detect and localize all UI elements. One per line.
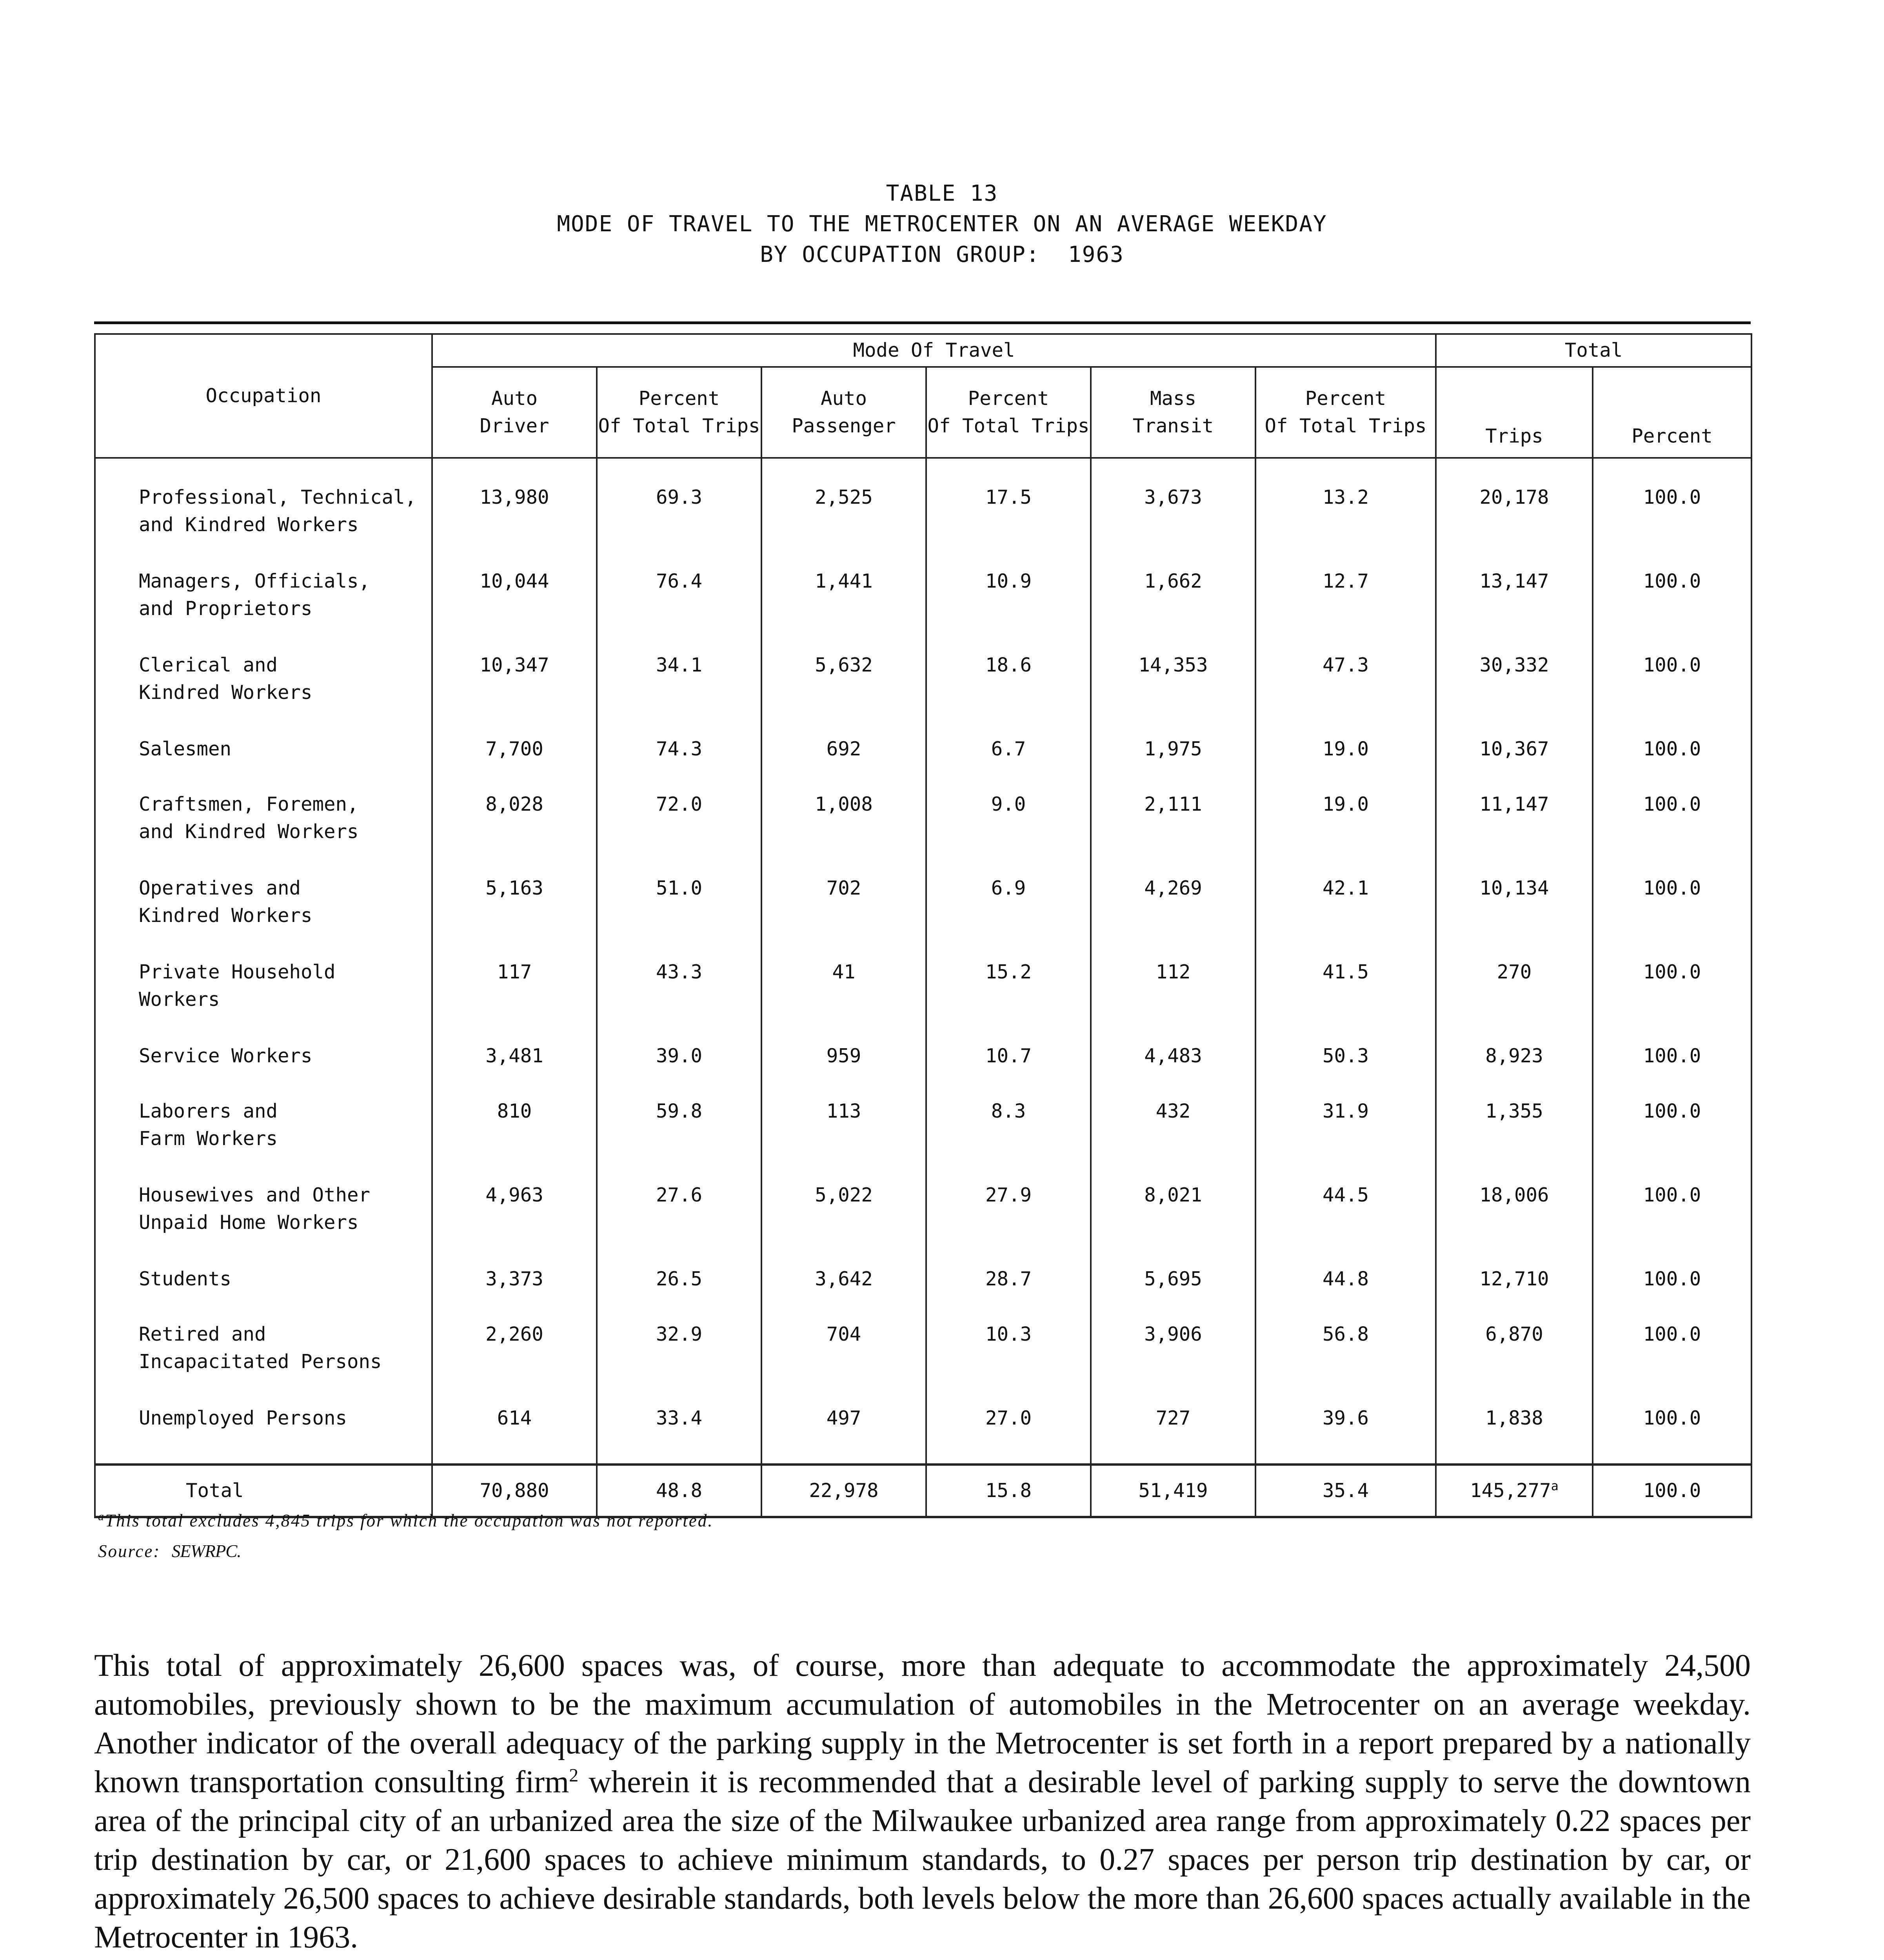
header-percent-total-trips-2: Percent Of Total Trips	[926, 367, 1091, 458]
value-cell: 727	[1091, 1403, 1255, 1465]
value-cell: 34.1	[597, 650, 761, 734]
total-value-cell: 70,880	[432, 1465, 597, 1517]
value-cell: 44.5	[1255, 1180, 1436, 1264]
table-notes	[98, 1505, 714, 1566]
value-cell: 959	[761, 1041, 926, 1096]
total-value-cell: 35.4	[1255, 1465, 1436, 1517]
value-cell: 4,269	[1091, 873, 1255, 957]
occupation-cell: Retired and Incapacitated Persons	[95, 1319, 432, 1403]
value-cell: 10,134	[1436, 873, 1593, 957]
value-cell: 6,870	[1436, 1319, 1593, 1403]
occupation-cell: Laborers and Farm Workers	[95, 1096, 432, 1180]
value-cell: 15.2	[926, 957, 1091, 1041]
table-row	[95, 482, 1751, 566]
value-cell: 18,006	[1436, 1180, 1593, 1264]
value-cell: 27.9	[926, 1180, 1091, 1264]
value-cell: 50.3	[1255, 1041, 1436, 1096]
table-title-line-1: MODE OF TRAVEL TO THE METROCENTER ON AN AVERAGE WEEKDAY	[557, 211, 1327, 237]
value-cell: 20,178	[1436, 482, 1593, 566]
table-row	[95, 789, 1751, 873]
table-title-line-2: BY OCCUPATION GROUP: 1963	[760, 242, 1124, 267]
value-cell: 3,673	[1091, 482, 1255, 566]
value-cell: 5,695	[1091, 1264, 1255, 1319]
value-cell: 72.0	[597, 789, 761, 873]
value-cell: 10,367	[1436, 734, 1593, 789]
table-source: Source: SEWRPC.	[98, 1541, 241, 1561]
value-cell: 69.3	[597, 482, 761, 566]
occupation-cell: Managers, Officials, and Proprietors	[95, 566, 432, 650]
value-cell: 41	[761, 957, 926, 1041]
table-row	[95, 1180, 1751, 1264]
value-cell: 1,838	[1436, 1403, 1593, 1465]
table-top-rule	[94, 321, 1751, 324]
value-cell: 76.4	[597, 566, 761, 650]
occupation-cell: Operatives and Kindred Workers	[95, 873, 432, 957]
value-cell: 702	[761, 873, 926, 957]
value-cell: 8,028	[432, 789, 597, 873]
header-total: Total	[1436, 334, 1751, 367]
value-cell: 9.0	[926, 789, 1091, 873]
occupation-cell: Unemployed Persons	[95, 1403, 432, 1465]
total-label: Total	[95, 1465, 432, 1517]
value-cell: 117	[432, 957, 597, 1041]
value-cell: 100.0	[1593, 1264, 1751, 1319]
value-cell: 6.7	[926, 734, 1091, 789]
value-cell: 2,525	[761, 482, 926, 566]
value-cell: 704	[761, 1319, 926, 1403]
total-value-cell: 145,277$^a$	[1436, 1465, 1593, 1517]
total-value-cell: 22,978	[761, 1465, 926, 1517]
value-cell: 7,700	[432, 734, 597, 789]
value-cell: 3,373	[432, 1264, 597, 1319]
value-cell: 43.3	[597, 957, 761, 1041]
table-row	[95, 1041, 1751, 1096]
value-cell: 59.8	[597, 1096, 761, 1180]
value-cell: 8,021	[1091, 1180, 1255, 1264]
value-cell: 100.0	[1593, 873, 1751, 957]
occupation-cell: Housewives and Other Unpaid Home Workers	[95, 1180, 432, 1264]
value-cell: 18.6	[926, 650, 1091, 734]
occupation-cell: Craftsmen, Foremen, and Kindred Workers	[95, 789, 432, 873]
table-row	[95, 1264, 1751, 1319]
value-cell: 614	[432, 1403, 597, 1465]
value-cell: 100.0	[1593, 734, 1751, 789]
value-cell: 3,481	[432, 1041, 597, 1096]
occupation-cell: Service Workers	[95, 1041, 432, 1096]
value-cell: 27.0	[926, 1403, 1091, 1465]
value-cell: 19.0	[1255, 734, 1436, 789]
value-cell: 1,975	[1091, 734, 1255, 789]
value-cell: 100.0	[1593, 789, 1751, 873]
value-cell: 5,163	[432, 873, 597, 957]
value-cell: 13.2	[1255, 482, 1436, 566]
value-cell: 8.3	[926, 1096, 1091, 1180]
value-cell: 1,355	[1436, 1096, 1593, 1180]
table-footnote: $^a$This total excludes 4,845 trips for which the occupation was not reported.	[98, 1510, 714, 1530]
value-cell: 33.4	[597, 1403, 761, 1465]
value-cell: 270	[1436, 957, 1593, 1041]
value-cell: 14,353	[1091, 650, 1255, 734]
footnote-reference: 2	[569, 1765, 579, 1786]
table-row	[95, 1403, 1751, 1465]
value-cell: 51.0	[597, 873, 761, 957]
header-mass-transit: Mass Transit	[1091, 367, 1255, 458]
value-cell: 74.3	[597, 734, 761, 789]
value-cell: 32.9	[597, 1319, 761, 1403]
value-cell: 19.0	[1255, 789, 1436, 873]
value-cell: 497	[761, 1403, 926, 1465]
value-cell: 100.0	[1593, 1096, 1751, 1180]
value-cell: 432	[1091, 1096, 1255, 1180]
value-cell: 100.0	[1593, 957, 1751, 1041]
value-cell: 112	[1091, 957, 1255, 1041]
occupation-cell: Clerical and Kindred Workers	[95, 650, 432, 734]
value-cell: 4,963	[432, 1180, 597, 1264]
value-cell: 10.3	[926, 1319, 1091, 1403]
value-cell: 10.9	[926, 566, 1091, 650]
value-cell: 30,332	[1436, 650, 1593, 734]
header-auto-driver: Auto Driver	[432, 367, 597, 458]
value-cell: 26.5	[597, 1264, 761, 1319]
table-body	[95, 458, 1751, 1517]
value-cell: 810	[432, 1096, 597, 1180]
total-value-cell: 100.0	[1593, 1465, 1751, 1517]
value-cell: 100.0	[1593, 650, 1751, 734]
value-cell: 27.6	[597, 1180, 761, 1264]
value-cell: 28.7	[926, 1264, 1091, 1319]
body-paragraph-1: This total of approximately 26,600 spaces was, of course, more than adequate to accommodate the approximately 24,500 automobiles, previously shown to be the maximum accumulation of automobiles in the Metrocenter on an average weekday. Another indicator of the overall adequacy of the parking supply in the Metrocenter is set forth in a report prepared by a nationally known transportation consulting firm$^2$ wherein it is recommended that a desirable level of parking supply to serve the downtown area of the principal city of an urbanized area the size of the Milwaukee urbanized area range from approximately 0.22 spaces per trip destination by car, or 21,600 spaces to achieve minimum standards, to 0.27 spaces per person trip destination by car, or approximately 26,500 spaces to achieve desirable standards, both levels below the more than 26,600 spaces actually available in the Metrocenter in 1963.	[94, 1648, 1751, 1955]
header-percent-total-trips-3: Percent Of Total Trips	[1255, 367, 1436, 458]
value-cell: 41.5	[1255, 957, 1436, 1041]
value-cell: 8,923	[1436, 1041, 1593, 1096]
table-caption	[0, 178, 1884, 270]
table-number: TABLE 13	[886, 181, 998, 206]
value-cell: 39.0	[597, 1041, 761, 1096]
occupation-cell: Students	[95, 1264, 432, 1319]
value-cell: 10,347	[432, 650, 597, 734]
total-value-cell: 15.8	[926, 1465, 1091, 1517]
value-cell: 100.0	[1593, 1180, 1751, 1264]
table-row	[95, 1096, 1751, 1180]
value-cell: 5,632	[761, 650, 926, 734]
total-trips-footnote-marker: a	[1551, 1478, 1559, 1494]
header-mode-of-travel: Mode Of Travel	[432, 334, 1436, 367]
table-row	[95, 734, 1751, 789]
occupation-cell: Salesmen	[95, 734, 432, 789]
value-cell: 692	[761, 734, 926, 789]
value-cell: 10.7	[926, 1041, 1091, 1096]
value-cell: 13,147	[1436, 566, 1593, 650]
value-cell: 6.9	[926, 873, 1091, 957]
value-cell: 100.0	[1593, 1319, 1751, 1403]
value-cell: 13,980	[432, 482, 597, 566]
table-row	[95, 873, 1751, 957]
value-cell: 10,044	[432, 566, 597, 650]
total-value-cell: 51,419	[1091, 1465, 1255, 1517]
value-cell: 11,147	[1436, 789, 1593, 873]
value-cell: 3,906	[1091, 1319, 1255, 1403]
header-occupation: Occupation	[95, 334, 432, 458]
value-cell: 39.6	[1255, 1403, 1436, 1465]
value-cell: 56.8	[1255, 1319, 1436, 1403]
value-cell: 47.3	[1255, 650, 1436, 734]
table-row	[95, 957, 1751, 1041]
value-cell: 100.0	[1593, 1403, 1751, 1465]
table-row	[95, 566, 1751, 650]
value-cell: 100.0	[1593, 482, 1751, 566]
value-cell: 4,483	[1091, 1041, 1255, 1096]
value-cell: 100.0	[1593, 566, 1751, 650]
occupation-cell: Private Household Workers	[95, 957, 432, 1041]
value-cell: 1,662	[1091, 566, 1255, 650]
total-value-cell: 48.8	[597, 1465, 761, 1517]
value-cell: 31.9	[1255, 1096, 1436, 1180]
value-cell: 12.7	[1255, 566, 1436, 650]
value-cell: 2,260	[432, 1319, 597, 1403]
header-percent: Percent	[1593, 367, 1751, 458]
value-cell: 1,441	[761, 566, 926, 650]
value-cell: 44.8	[1255, 1264, 1436, 1319]
value-cell: 12,710	[1436, 1264, 1593, 1319]
value-cell: 113	[761, 1096, 926, 1180]
value-cell: 2,111	[1091, 789, 1255, 873]
table-row	[95, 650, 1751, 734]
value-cell: 42.1	[1255, 873, 1436, 957]
value-cell: 17.5	[926, 482, 1091, 566]
value-cell: 100.0	[1593, 1041, 1751, 1096]
data-table	[94, 333, 1752, 1518]
value-cell: 1,008	[761, 789, 926, 873]
header-percent-total-trips-1: Percent Of Total Trips	[597, 367, 761, 458]
value-cell: 5,022	[761, 1180, 926, 1264]
value-cell: 3,642	[761, 1264, 926, 1319]
occupation-cell: Professional, Technical, and Kindred Workers	[95, 482, 432, 566]
table-row	[95, 1319, 1751, 1403]
header-auto-passenger: Auto Passenger	[761, 367, 926, 458]
header-trips: Trips	[1436, 367, 1593, 458]
